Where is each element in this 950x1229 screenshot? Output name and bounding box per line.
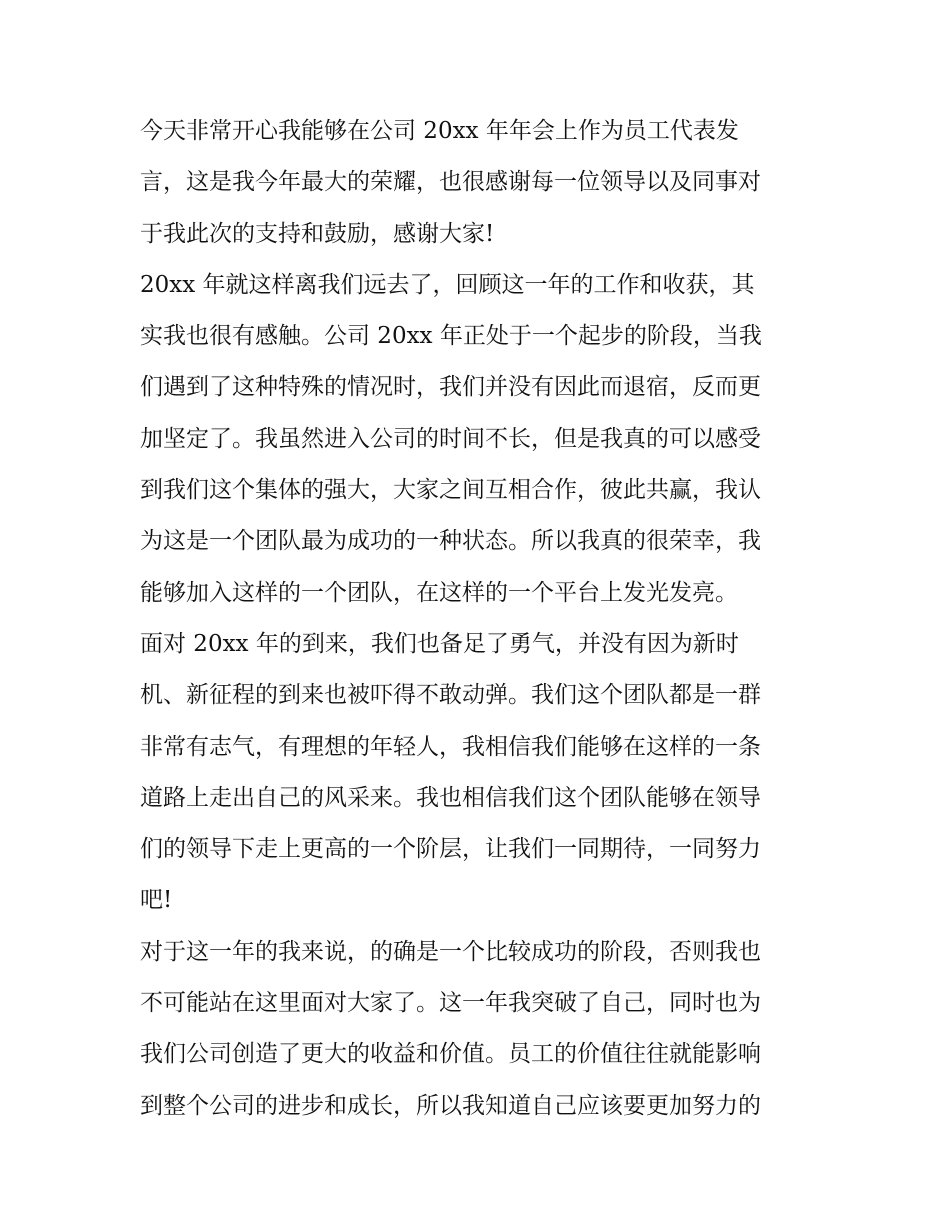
text-line: 加坚定了。我虽然进入公司的时间不长，但是我真的可以感受	[140, 425, 761, 452]
text-line: 言，这是我今年最大的荣耀，也很感谢每一位领导以及同事对	[140, 169, 761, 196]
text-line: 们的领导下走上更高的一个阶层，让我们一同期待，一同努力	[140, 836, 761, 863]
text-line: 到整个公司的进步和成长，所以我知道自己应该要更加努力的	[140, 1092, 761, 1119]
text-line: 对于这一年的我来说，的确是一个比较成功的阶段，否则我也	[140, 938, 761, 965]
text-line: 20xx 年就这样离我们远去了，回顾这一年的工作和收获，其	[140, 271, 755, 298]
speech-text	[140, 108, 820, 1134]
text-line: 到我们这个集体的强大，大家之间互相合作，彼此共赢，我认	[140, 477, 761, 504]
text-line: 吧!	[140, 887, 173, 914]
text-line: 我们公司创造了更大的收益和价值。员工的价值往往就能影响	[140, 1041, 761, 1068]
text-line: 们遇到了这种特殊的情况时，我们并没有因此而退宿，反而更	[140, 374, 761, 401]
text-line: 道路上走出自己的风采来。我也相信我们这个团队能够在领导	[140, 784, 761, 811]
text-line: 机、新征程的到来也被吓得不敢动弹。我们这个团队都是一群	[140, 682, 761, 709]
text-line: 不可能站在这里面对大家了。这一年我突破了自己，同时也为	[140, 990, 761, 1017]
text-line: 今天非常开心我能够在公司 20xx 年年会上作为员工代表发	[140, 118, 739, 144]
text-line: 能够加入这样的一个团队，在这样的一个平台上发光发亮。	[140, 579, 738, 606]
text-line: 面对 20xx 年的到来，我们也备足了勇气，并没有因为新时	[140, 630, 739, 657]
text-line: 为这是一个团队最为成功的一种状态。所以我真的很荣幸，我	[140, 528, 761, 555]
text-line: 非常有志气，有理想的年轻人，我相信我们能够在这样的一条	[140, 733, 761, 760]
text-line: 于我此次的支持和鼓励，感谢大家!	[140, 220, 495, 247]
text-line: 实我也很有感触。公司 20xx 年正处于一个起步的阶段，当我	[140, 323, 762, 350]
